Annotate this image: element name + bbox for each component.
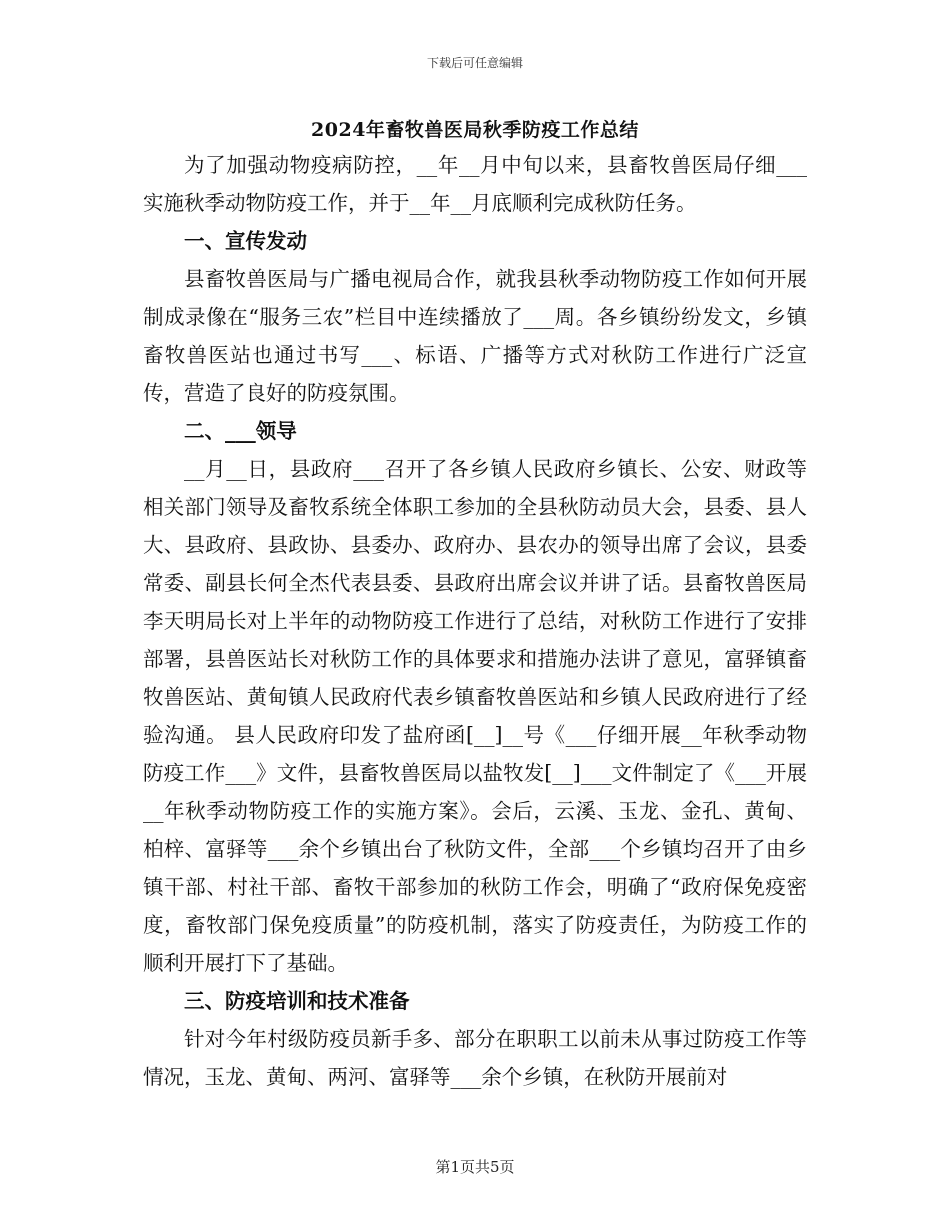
intro-paragraph: 为了加强动物疫病防控，__年__月中旬以来，县畜牧兽医局仔细___实施秋季动物防疫工作，并于__年__月底顺利完成秋防任务。	[143, 153, 807, 215]
section-heading-leadership: 二、___领导	[184, 419, 297, 443]
section-paragraph-training: 针对今年村级防疫员新手多、部分在职职工以前未从事过防疫工作等情况，玉龙、黄甸、两河、富驿等___余个乡镇，在秋防开展前对	[143, 1027, 807, 1089]
page-number: 第1页共5页	[435, 1158, 515, 1176]
document-body	[143, 146, 807, 1096]
section-paragraph-leadership: __月__日，县政府___召开了各乡镇人民政府乡镇长、公安、财政等相关部门领导及畜牧系统全体职工参加的全县秋防动员大会，县委、县人大、县政府、县政协、县委办、政府办、县农办的领导出席了会议，县委常委、副县长何全杰代表县委、县政府出席会议并讲了话。县畜牧兽医局李天明局长对上半年的动物防疫工作进行了总结，对秋防工作进行了安排部署，县兽医站长对秋防工作的具体要求和措施办法讲了意见，富驿镇畜牧兽医站、黄甸镇人民政府代表乡镇畜牧兽医站和乡镇人民政府进行了经验沟通。 县人民政府印发了盐府函[__]__号《___仔细开展__年秋季动物防疫工作___》文件，县畜牧兽医局以盐牧发[__]___文件制定了《___开展__年秋季动物防疫工作的实施方案》。会后，云溪、玉龙、金孔、黄甸、柏梓、富驿等___余个乡镇出台了秋防文件，全部___个乡镇均召开了由乡镇干部、村社干部、畜牧干部参加的秋防工作会，明确了“政府保免疫密度，畜牧部门保免疫质量”的防疫机制，落实了防疫责任，为防疫工作的顺利开展打下了基础。	[143, 457, 807, 975]
document-title: 2024年畜牧兽医局秋季防疫工作总结	[311, 119, 639, 141]
section-heading-publicity: 一、宣传发动	[184, 229, 307, 253]
section-paragraph-publicity: 县畜牧兽医局与广播电视局合作，就我县秋季动物防疫工作如何开展制成录像在“服务三农”栏目中连续播放了___周。各乡镇纷纷发文，乡镇畜牧兽医站也通过书写___、标语、广播等方式对秋防工作进行广泛宣传，营造了良好的防疫氛围。	[143, 267, 807, 405]
download-note: 下载后可任意编辑	[426, 56, 523, 70]
section-heading-training: 三、防疫培训和技术准备	[184, 989, 410, 1013]
